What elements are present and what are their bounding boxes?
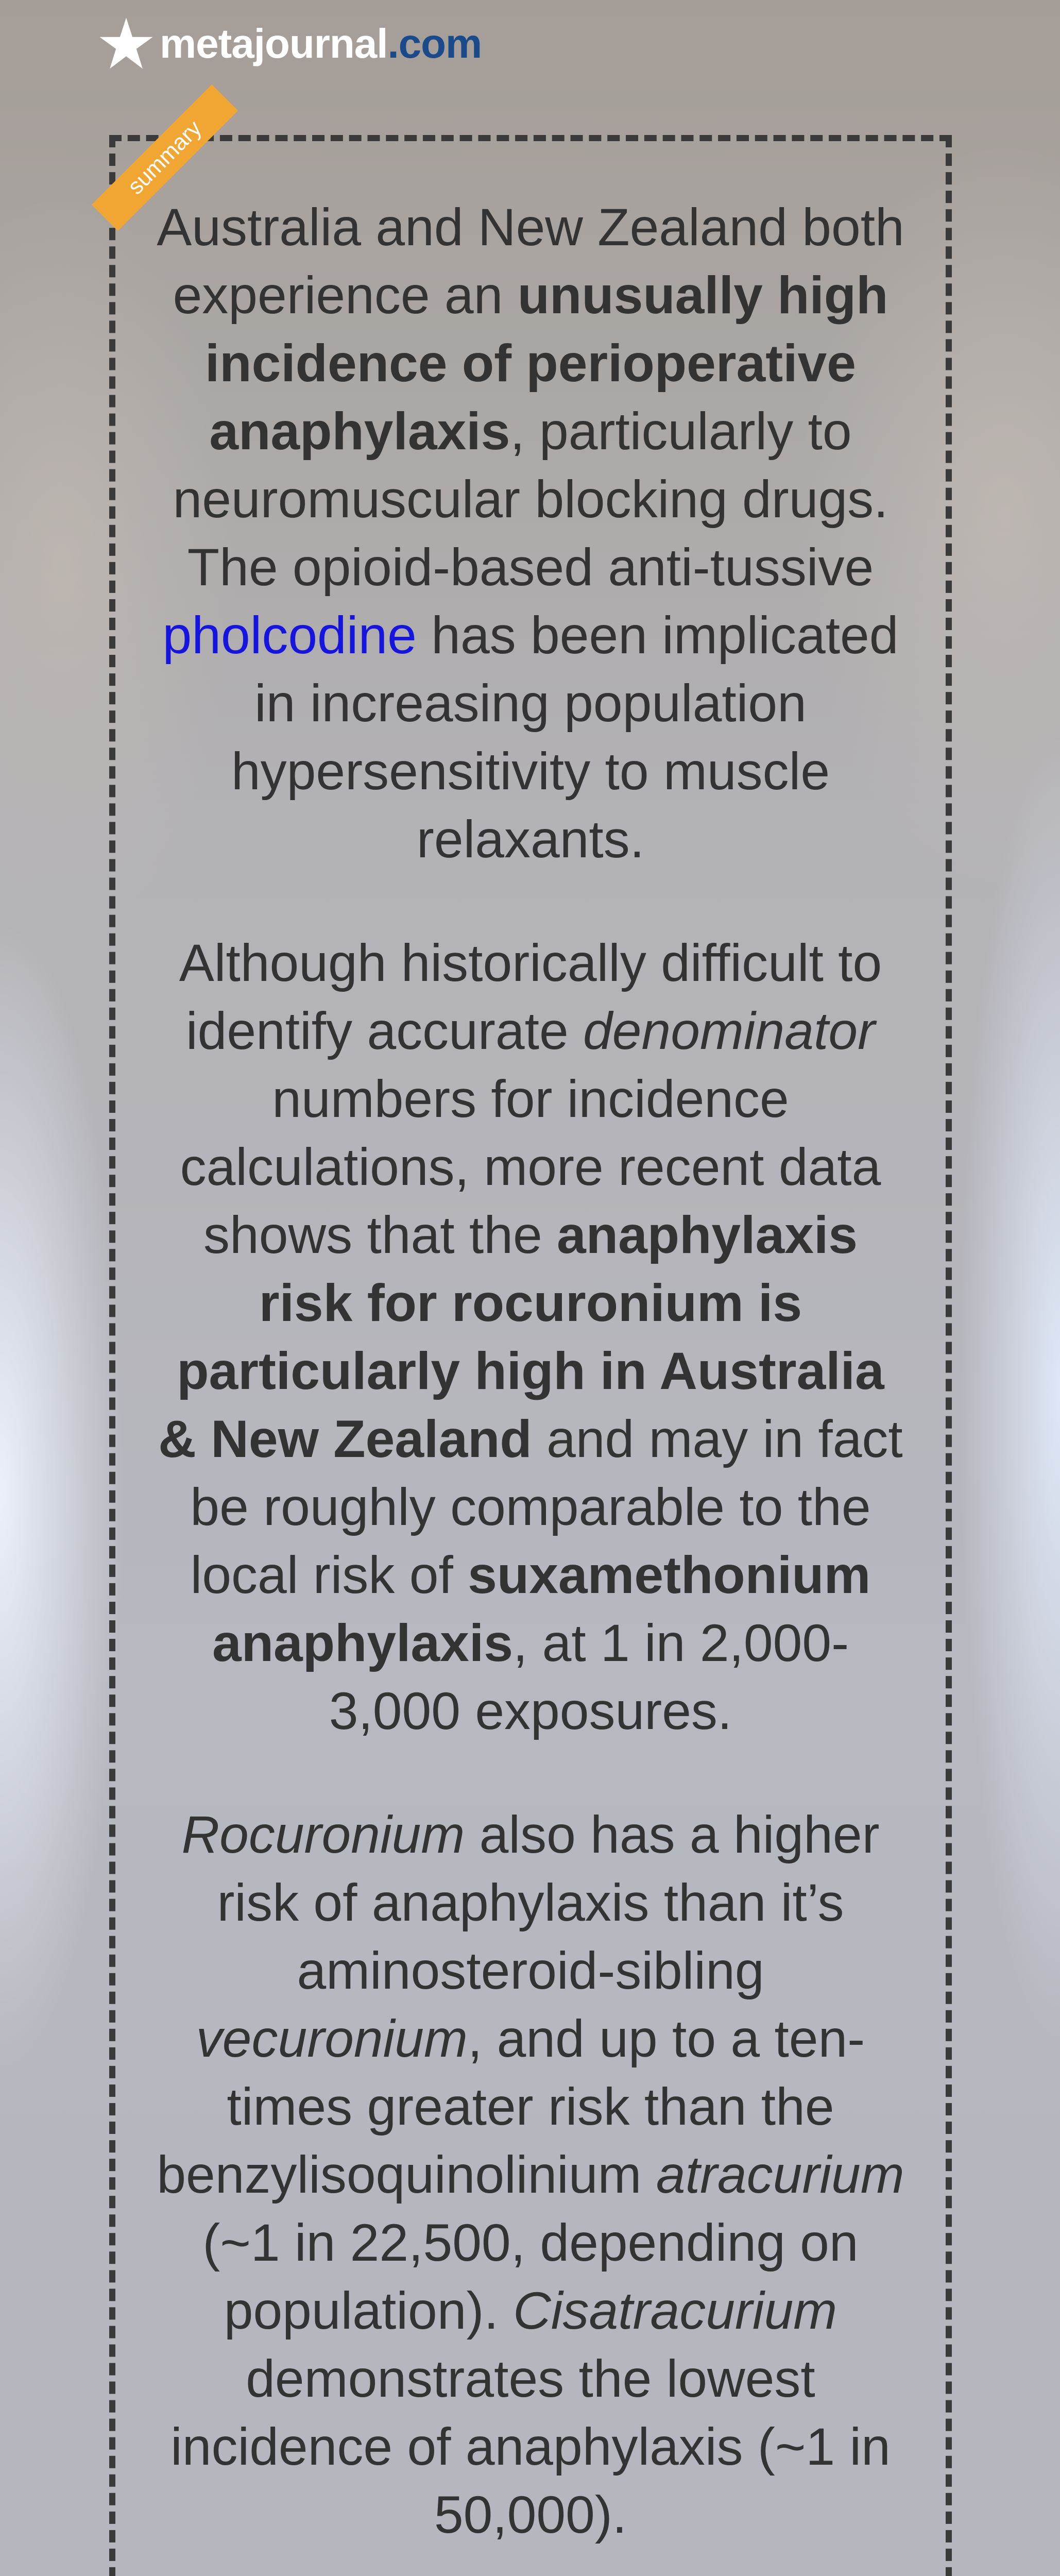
italic-text: atracurium <box>656 2145 904 2204</box>
pholcodine-link[interactable]: pholcodine <box>162 606 417 665</box>
summary-ribbon: summary <box>92 84 238 231</box>
italic-text: denominator <box>583 1002 876 1060</box>
italic-text: vecuronium <box>196 2009 468 2068</box>
text: has been implicated in increasing population hypersensitivity to muscle relaxants. <box>231 606 899 869</box>
brand-name: metajournal <box>160 21 388 66</box>
site-logo[interactable] <box>98 10 482 77</box>
text: Australia and New Zealand both experience an <box>157 198 904 325</box>
paragraph-3 <box>155 1801 907 2549</box>
text: , and up to a ten-times greater risk than the benzylisoquinolinium <box>157 2009 865 2204</box>
italic-text: Cisatracurium <box>513 2281 837 2340</box>
bold-text: suxamethonium anaphylaxis <box>212 1546 871 1672</box>
paragraph-2 <box>155 929 907 1745</box>
bold-text: anaphylaxis risk for rocuronium is particularly high in Australia & New Zealand <box>158 1206 884 1468</box>
brand-tld: .com <box>387 21 482 66</box>
text: (~1 in 22,500, depending on population). <box>202 2213 859 2340</box>
summary-content <box>155 193 907 2576</box>
text: , at 1 in 2,000-3,000 exposures. <box>329 1614 849 1740</box>
text: and may in fact be roughly comparable to the local risk of <box>190 1410 903 1604</box>
italic-text: Rocuronium <box>181 1805 465 1864</box>
bold-text: unusually high incidence of perioperative anaphylaxis <box>204 266 888 461</box>
text: , particularly to neuromuscular blocking drugs. The opioid-based anti-tussive <box>173 402 888 597</box>
text: demonstrates the lowest incidence of anaphylaxis (~1 in 50,000). <box>170 2349 891 2544</box>
text: Although historically difficult to identify accurate <box>179 934 882 1060</box>
text: numbers for incidence calculations, more recent data shows that the <box>180 1070 881 1264</box>
star-icon <box>98 15 155 72</box>
paragraph-1 <box>155 193 907 873</box>
text: also has a higher risk of anaphylaxis than it’s aminosteroid-sibling <box>217 1805 880 2000</box>
